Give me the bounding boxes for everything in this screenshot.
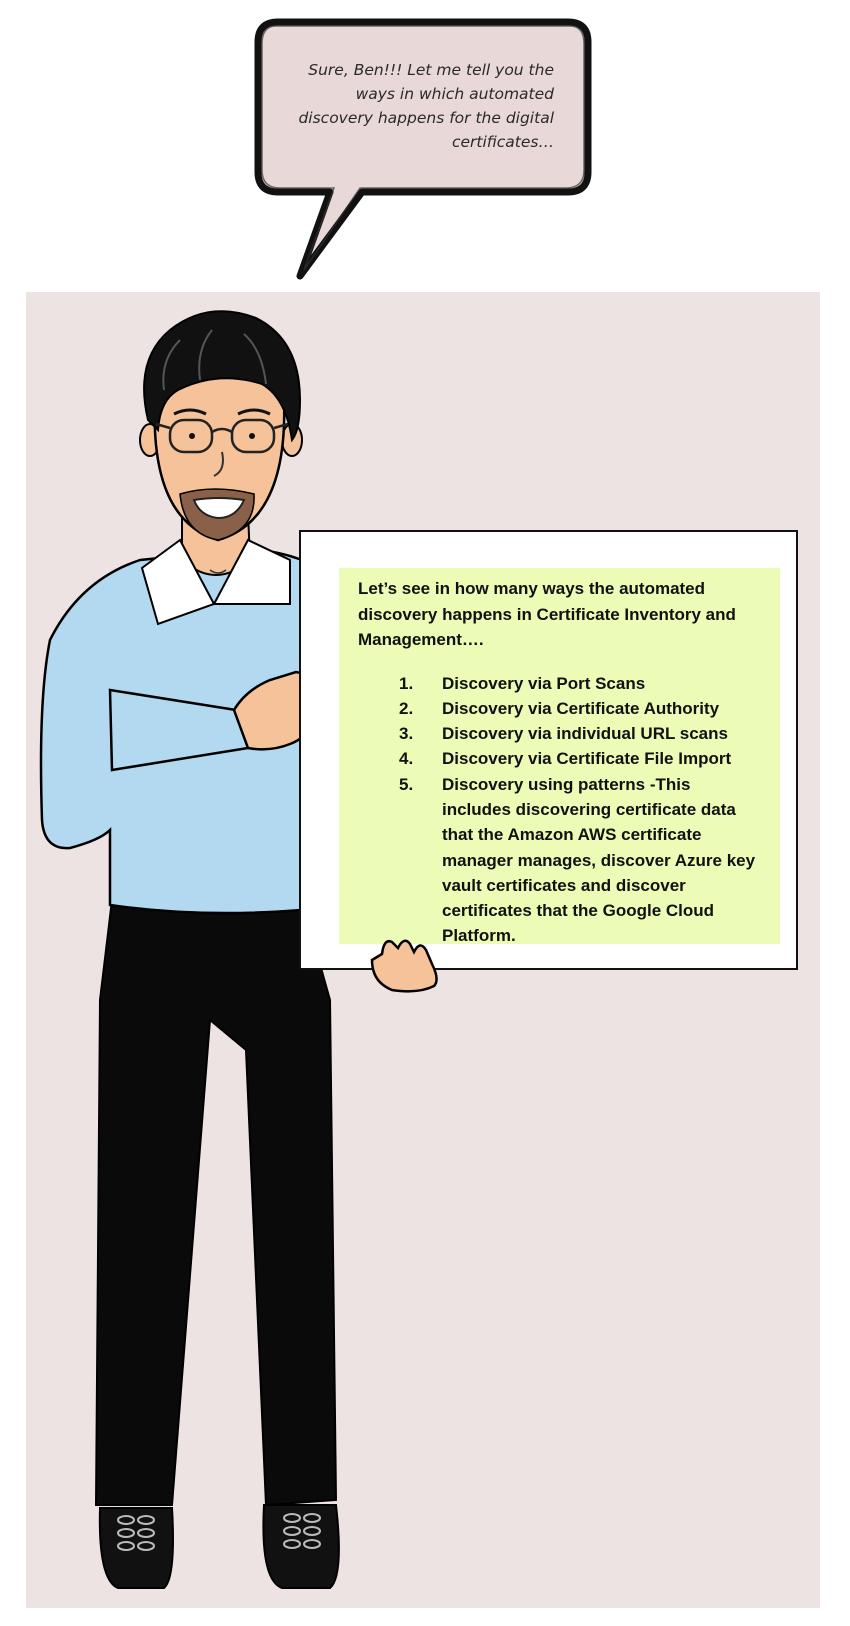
list-item-number: 1.: [399, 673, 414, 693]
presentation-board: [299, 530, 798, 970]
list-item: [358, 772, 761, 949]
list-item-text: Discovery via individual URL scans: [442, 724, 728, 744]
trousers: [96, 900, 336, 1505]
list-item-text: Discovery using patterns -This includes discovering certificate data that the Amazon AWS certificate manager manages, discover Azure key vault certificates and discover certificates that the Google Cloud Platform.: [442, 774, 756, 946]
list-item-number: 4.: [399, 749, 414, 769]
discovery-methods-list: [358, 671, 761, 949]
list-item-text: Discovery via Certificate File Import: [442, 749, 732, 769]
list-item-number: 3.: [399, 724, 414, 744]
board-intro-text: Let’s see in how many ways the automated discovery happens in Certificate Inventory and Management….: [358, 579, 736, 649]
head: [140, 311, 302, 540]
list-item-text: Discovery via Certificate Authority: [442, 698, 720, 718]
list-item-text: Discovery via Port Scans: [442, 673, 646, 693]
list-item: [358, 671, 761, 696]
list-item-number: 2.: [399, 698, 414, 718]
speech-bubble-text: Sure, Ben!!! Let me tell you the ways in which automated discovery happens for the digital certificates…: [298, 61, 554, 151]
board-note: [339, 568, 780, 944]
list-item: [358, 721, 761, 746]
list-item: [358, 696, 761, 721]
list-item-number: 5.: [399, 774, 414, 794]
list-item: [358, 746, 761, 771]
shoes: [100, 1505, 339, 1588]
